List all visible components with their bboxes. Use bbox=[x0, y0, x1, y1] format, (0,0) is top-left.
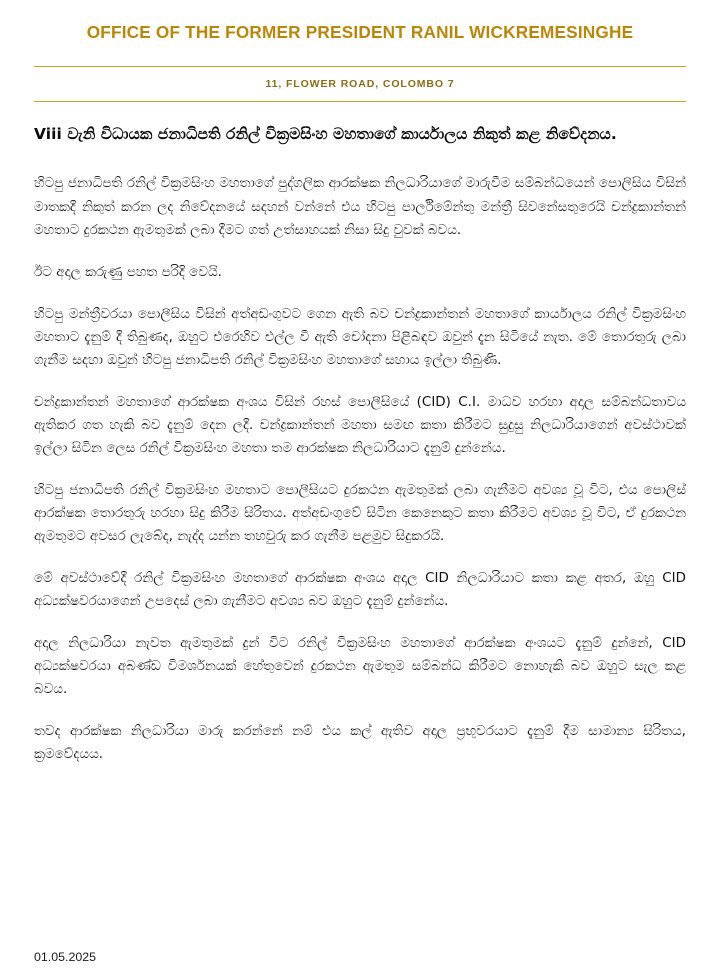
paragraph: තවද ආරක්ෂක නිලධාරියා මාරු කරන්නේ නම් එය කල් ඇතිව අදාල ප්‍රභුවරයාට දැනුම් දීම සාමාන්‍ය සිරිතය, ක්‍රමවේදයය. bbox=[34, 724, 686, 763]
divider-bottom bbox=[34, 101, 686, 102]
letterhead-address: 11, FLOWER ROAD, COLOMBO 7 bbox=[265, 77, 455, 90]
paragraph: චන්ද්‍රකාන්තන් මහතාගේ ආරක්ෂක අංශය විසින් රහස් පොලීසියේ (CID) C.I. මාධව හරහා අදාල සම්බන්ධතාවය ඇතිකර ගත හැකි බව දැනුම් දෙන ලදී. චන්ද්‍රකාන්තන් මහතා සමඟ කතා කිරීමට සුදුසු නිලධාරියාගෙන් අවස්ථාවක් ඉල්ලා සිටින ලෙස රනිල් වික්‍රමසිංහ මහතා තම ආරක්ෂක නිලධාරියාට දැනුම් දුන්නේය. bbox=[34, 394, 686, 456]
document-date: 01.05.2025 bbox=[34, 950, 97, 964]
paragraph: අදාල නිලධාරියා නැවත ඇමතුමක් දුන් විට රනිල් වික්‍රමසිංහ මහතාගේ ආරක්ෂක අංශයට දැනුම් දුන්නේ, CID අධ්‍යක්ෂවරයා අබණ්ඩ විමර්ශනයක් හේතුවෙන් දුරකථන ඇමතුම සම්බන්ධ කිරීමට නොහැකි බව ඔහුට සැල කළ බවය. bbox=[34, 636, 686, 698]
page-title: Viii වැනි විධායක ජනාධිපති රනිල් වික්‍රමසිංහ මහතාගේ කාර්යාලය නිකුත් කළ නිවේදනය. bbox=[34, 124, 617, 143]
divider-top bbox=[34, 66, 686, 67]
letterhead-title: OFFICE OF THE FORMER PRESIDENT RANIL WICKREMESINGHE bbox=[86, 22, 634, 42]
paragraph: හිටපු ජනාධිපති රනිල් වික්‍රමසිංහ මහතාට පොලීසියට දුරකථන ඇමතුමක් ලබා ගැනීමට අවශ්‍ය වූ විට, එය පොලිස් ආරක්ෂක තොරතුරු හරහා සිදු කිරීම සිරිතය. අත්අඩංගුවේ සිටින කෙනෙකුට කතා කිරීමට අවශ්‍ය වූ විට, ඒ දුරකථන ඇමතුමට අවසර ලැබේද, නැද්ද යන්න තහවුරු කර ගැනීම පළමුව සිදුකරයි. bbox=[34, 482, 686, 545]
paragraph: මේ අවස්ථාවේදී රනිල් වික්‍රමසිංහ මහතාගේ ආරක්ෂක අංශය අදාල CID නිලධාරියාට කතා කළ අතර, ඔහු CID අධ්‍යක්ෂවරයාගෙන් උපදෙස් ලබා ගැනීමට අවශ්‍ය බව ඔහුට දැනුම් දුන්නේය. bbox=[34, 571, 686, 610]
paragraph: ඊට අදාල කරුණු පහත පරිදි වෙයි. bbox=[34, 264, 222, 280]
document-body bbox=[34, 172, 686, 766]
paragraph: හිටපු මන්ත්‍රීවරයා පොලීසිය විසින් අත්අඩංගුවට ගෙන ඇති බව චන්ද්‍රකාන්තන් මහතාගේ කාර්යාලය රනිල් වික්‍රමසිංහ මහතාට දැනුම් දී තිබුණද, ඔහුට එරෙහිව එල්ල වී ඇති චෝදනා පිළිබඳව ඔවුන් දැන සිටියේ නැත. මේ තොරතුරු ලබා ගැනීම සදහා ඔවුන් හිටපු ජනාධිපති රනිල් වික්‍රමසිංහ මහතාගේ සහාය ඉල්ලා තිබුණි. bbox=[34, 306, 686, 368]
paragraph: හිටපු ජනාධිපති රනිල් වික්‍රමසිංහ මහතාගේ පුද්ගලික ආරක්ෂක නිලධාරියාගේ මාරුවීම සම්බන්ධයෙන් පොලිසිය විසින් මාතකදී නිකුත් කරන ලද නිවේදනයේ සදහන් වන්නේ එය හිටපු පාර්ලිමේන්තු මන්ත්‍රී සිවනේසතුරෙයි චන්ද්‍රකාන්තන් මහතාට දුරකථන ඇමතුමක් ලබා දීමට ගත් උත්සාහයක් නිසා සිදු වුවක් බවය. bbox=[34, 176, 686, 238]
